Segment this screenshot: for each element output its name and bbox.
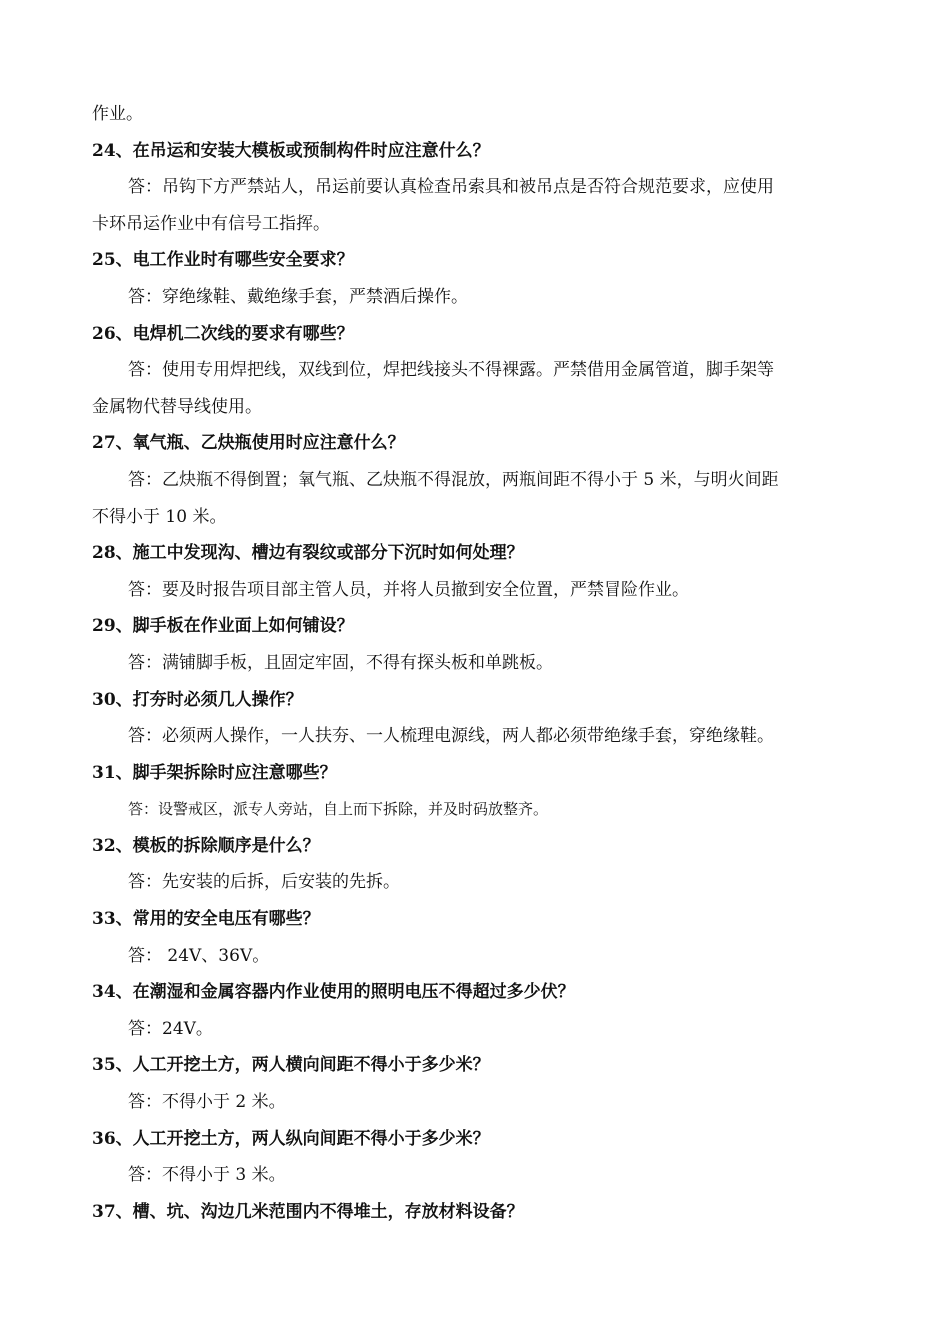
answer-text: 答：使用专用焊把线，双线到位，焊把线接头不得裸露。严禁借用金属管道，脚手架等 [128, 360, 774, 381]
answer-continuation: 不得小于 10 米。 [92, 506, 227, 527]
question-heading: 26、电焊机二次线的要求有哪些？ [92, 323, 354, 344]
answer-text: 答：要及时报告项目部主管人员，并将人员撤到安全位置，严禁冒险作业。 [128, 579, 689, 600]
question-heading: 24、在吊运和安装大模板或预制构件时应注意什么？ [92, 140, 490, 161]
answer-continuation: 作业。 [92, 104, 143, 124]
question-heading: 37、槽、坑、沟边几米范围内不得堆土，存放材料设备？ [92, 1201, 524, 1222]
question-heading: 31、脚手架拆除时应注意哪些？ [92, 762, 337, 783]
question-heading: 29、脚手板在作业面上如何铺设？ [92, 616, 354, 637]
answer-text: 答：穿绝缘鞋、戴绝缘手套，严禁酒后操作。 [128, 286, 468, 307]
question-heading: 28、施工中发现沟、槽边有裂纹或部分下沉时如何处理？ [92, 543, 524, 564]
answer-text: 答：满铺脚手板，且固定牢固，不得有探头板和单跳板。 [128, 652, 553, 673]
question-heading: 33、常用的安全电压有哪些？ [92, 909, 320, 930]
answer-text: 答：必须两人操作，一人扶夯、一人梳理电源线，两人都必须带绝缘手套，穿绝缘鞋。 [128, 726, 774, 747]
answer-text: 答：设警戒区，派专人旁站，自上而下拆除，并及时码放整齐。 [128, 800, 549, 819]
answer-text: 答：不得小于 3 米。 [128, 1165, 286, 1186]
question-heading: 35、人工开挖土方，两人横向间距不得小于多少米？ [92, 1055, 490, 1076]
question-heading: 25、电工作业时有哪些安全要求？ [92, 250, 354, 271]
answer-text: 答：吊钩下方严禁站人，吊运前要认真检查吊索具和被吊点是否符合规范要求，应使用 [128, 177, 774, 198]
answer-text: 答：24V。 [128, 1018, 213, 1039]
answer-continuation: 卡环吊运作业中有信号工指挥。 [92, 213, 330, 234]
answer-continuation: 金属物代替导线使用。 [92, 396, 262, 417]
answer-text: 答：乙炔瓶不得倒置；氧气瓶、乙炔瓶不得混放，两瓶间距不得小于 5 米，与明火间距 [128, 469, 779, 490]
answer-text: 答：先安装的后拆，后安装的先拆。 [128, 872, 400, 893]
question-heading: 30、打夯时必须几人操作？ [92, 689, 303, 710]
answer-text: 答： 24V、36V。 [128, 945, 270, 966]
question-heading: 27、氧气瓶、乙炔瓶使用时应注意什么？ [92, 433, 405, 454]
document-page [92, 96, 864, 1230]
question-heading: 34、在潮湿和金属容器内作业使用的照明电压不得超过多少伏？ [92, 982, 575, 1003]
answer-text: 答：不得小于 2 米。 [128, 1092, 286, 1113]
question-heading: 32、模板的拆除顺序是什么？ [92, 835, 320, 856]
question-heading: 36、人工开挖土方，两人纵向间距不得小于多少米？ [92, 1128, 490, 1149]
